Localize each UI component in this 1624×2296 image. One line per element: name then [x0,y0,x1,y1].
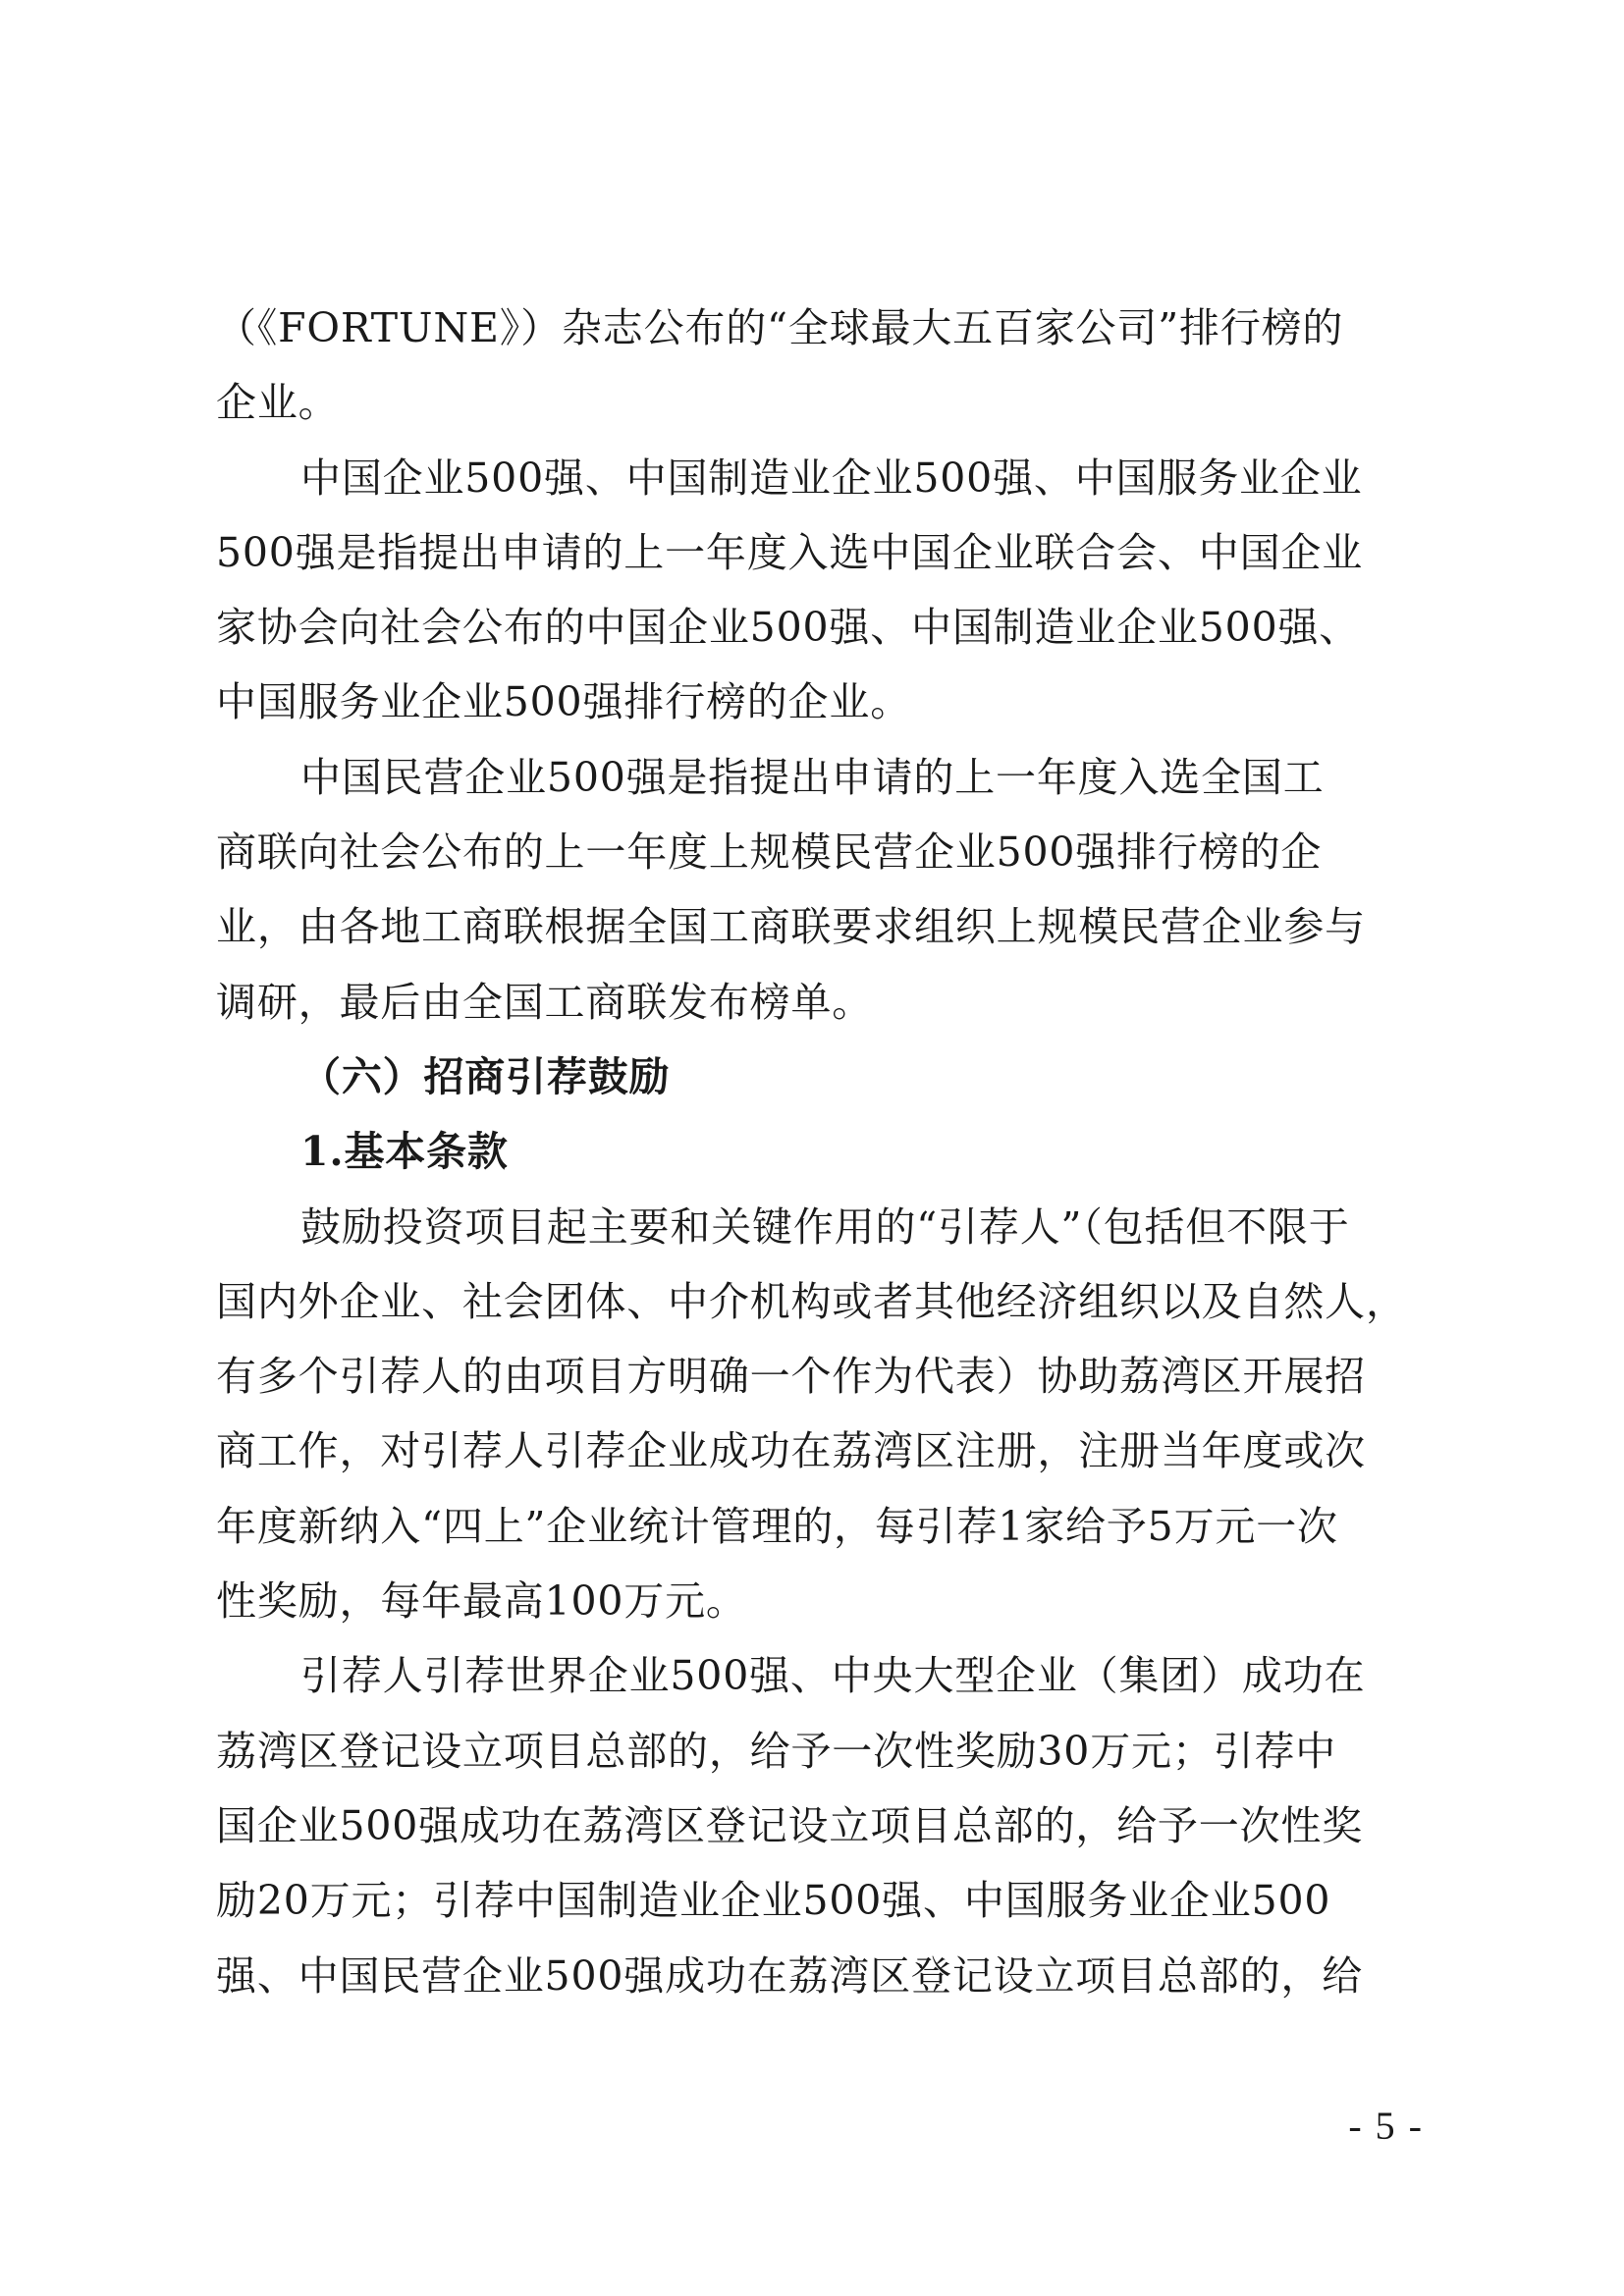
text-line: （《FORTUNE》）杂志公布的“全球最大五百家公司”排行榜的 [216,304,1344,351]
text-line: 商工作，对引荐人引荐企业成功在荔湾区注册，注册当年度或次 [216,1427,1366,1475]
section-heading: （六）招商引荐鼓励 [300,1052,671,1100]
subsection-heading: 1.基本条款 [300,1128,509,1176]
text-line: 家协会向社会公布的中国企业500强、中国制造业企业500强、 [216,604,1361,652]
page-number: - 5 - [1348,2104,1424,2148]
text-line: 业，由各地工商联根据全国工商联要求组织上规模民营企业参与 [216,903,1366,951]
text-line: 励20万元；引荐中国制造业企业500强、中国服务业企业500 [216,1877,1331,1925]
text-line: 有多个引荐人的由项目方明确一个作为代表）协助荔湾区开展招 [216,1353,1366,1401]
text-line: 年度新纳入“四上”企业统计管理的，每引荐1家给予5万元一次 [216,1502,1338,1550]
text-line: 调研，最后由全国工商联发布榜单。 [216,978,874,1026]
text-line: 商联向社会公布的上一年度上规模民营企业500强排行榜的企 [216,828,1323,877]
paragraph-start: 引荐人引荐世界企业500强、中央大型企业（集团）成功在 [300,1652,1366,1700]
document-body [216,291,1422,2013]
text-line: 国企业500强成功在荔湾区登记设立项目总部的，给予一次性奖 [216,1801,1364,1849]
paragraph-start: 鼓励投资项目起主要和关键作用的“引荐人”（包括但不限于 [300,1202,1350,1251]
text-line: 荔湾区登记设立项目总部的，给予一次性奖励30万元；引荐中 [216,1727,1337,1775]
text-line: 国内外企业、社会团体、中介机构或者其他经济组织以及自然人， [216,1277,1407,1325]
text-line: 中国服务业企业500强排行榜的企业。 [216,678,912,726]
paragraph-start: 中国民营企业500强是指提出申请的上一年度入选全国工 [300,753,1325,801]
text-line: 强、中国民营企业500强成功在荔湾区登记设立项目总部的，给 [216,1951,1364,2000]
text-line: 企业。 [216,379,340,427]
paragraph-start: 中国企业500强、中国制造业企业500强、中国服务业企业 [300,454,1363,502]
text-line: 性奖励，每年最高100万元。 [216,1577,747,1626]
text-line: 500强是指提出申请的上一年度入选中国企业联合会、中国企业 [216,528,1364,576]
